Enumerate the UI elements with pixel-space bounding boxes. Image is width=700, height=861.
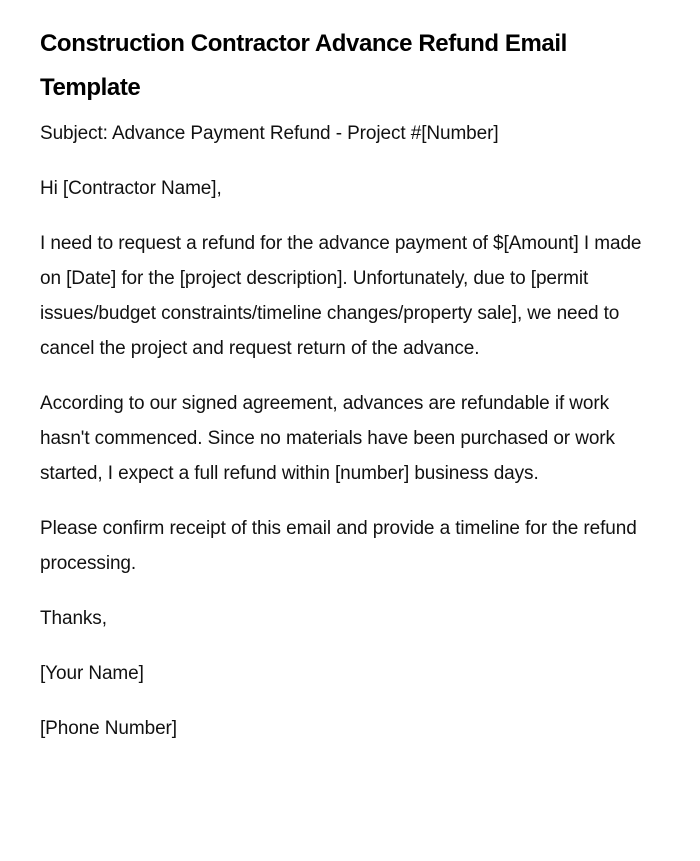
email-closing: Thanks, bbox=[40, 608, 107, 629]
email-paragraph-agreement: According to our signed agreement, advances are refundable if work hasn't commenced. Since no materials have been purchased or work started, I expect a full refund within [number] business days. bbox=[40, 393, 615, 484]
signature-phone: [Phone Number] bbox=[40, 718, 177, 739]
email-greeting: Hi [Contractor Name], bbox=[40, 178, 222, 199]
signature-name: [Your Name] bbox=[40, 663, 144, 684]
email-paragraph-confirm: Please confirm receipt of this email and provide a timeline for the refund processing. bbox=[40, 518, 637, 574]
email-paragraph-request: I need to request a refund for the advance payment of $[Amount] I made on [Date] for the [project description]. Unfortunately, due to [permit issues/budget constraints/timeline changes/property sale], we need to cancel the project and request return of the advance. bbox=[40, 233, 642, 359]
page-title: Construction Contractor Advance Refund Email Template bbox=[40, 30, 567, 101]
email-template-document bbox=[40, 22, 650, 766]
email-subject: Subject: Advance Payment Refund - Project #[Number] bbox=[40, 123, 499, 144]
